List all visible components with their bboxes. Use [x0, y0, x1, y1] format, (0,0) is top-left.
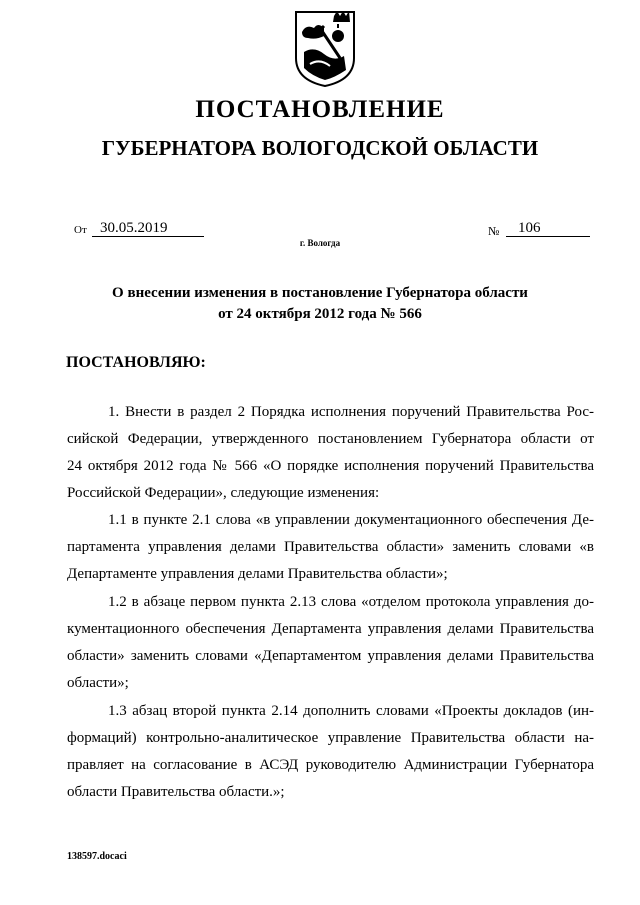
date-prefix: От: [74, 224, 87, 236]
city-label: г. Вологда: [299, 238, 341, 248]
body-line: 1. Внести в раздел 2 Порядка исполнения поручений Правительства Рос-: [108, 404, 594, 420]
document-number: 106: [506, 220, 590, 237]
body-line: 1.1 в пункте 2.1 слова «в управлении документационного обеспечения Де-: [108, 512, 594, 528]
body-line: кументационного обеспечения Департамента управления делами Правительства: [67, 621, 594, 637]
body-line: 1.2 в абзаце первом пункта 2.13 слова «отделом протокола управления до-: [108, 594, 594, 610]
body-line: области Правительства области.»;: [67, 784, 285, 800]
body-line: правляет на согласование в АСЭД руководителю Администрации Губернатора: [67, 757, 594, 773]
document-subject: [0, 283, 640, 325]
file-reference: 138597.docaci: [67, 851, 127, 862]
subject-line: от 24 октября 2012 года № 566: [218, 306, 422, 322]
document-issuer: ГУБЕРНАТОРА ВОЛОГОДСКОЙ ОБЛАСТИ: [101, 136, 539, 160]
coat-of-arms-icon: [294, 8, 356, 88]
body-line: Департаменте управления делами Правительства области»;: [67, 566, 448, 582]
body-line: формаций) контрольно-аналитическое управление Правительства области на-: [67, 730, 594, 746]
body-line: Российской Федерации», следующие изменения:: [67, 485, 380, 501]
body-line: области» заменить словами «Департаментом управления делами Правительства: [67, 648, 594, 664]
body-line: 24 октября 2012 года № 566 «О порядке исполнения поручений Правительства: [67, 458, 594, 474]
document-date: 30.05.2019: [92, 220, 204, 237]
body-line: области»;: [67, 675, 129, 691]
decree-heading: ПОСТАНОВЛЯЮ:: [66, 354, 206, 371]
body-line: 1.3 абзац второй пункта 2.14 дополнить словами «Проекты докладов (ин-: [108, 703, 594, 719]
document-title: ПОСТАНОВЛЕНИЕ: [195, 96, 445, 123]
body-line: партамента управления делами Правительства области» заменить словами «в: [67, 539, 594, 555]
body-line: сийской Федерации, утвержденного постановлением Губернатора области от: [67, 431, 594, 447]
number-prefix: №: [488, 224, 500, 238]
subject-line: О внесении изменения в постановление Губернатора области: [112, 285, 528, 301]
